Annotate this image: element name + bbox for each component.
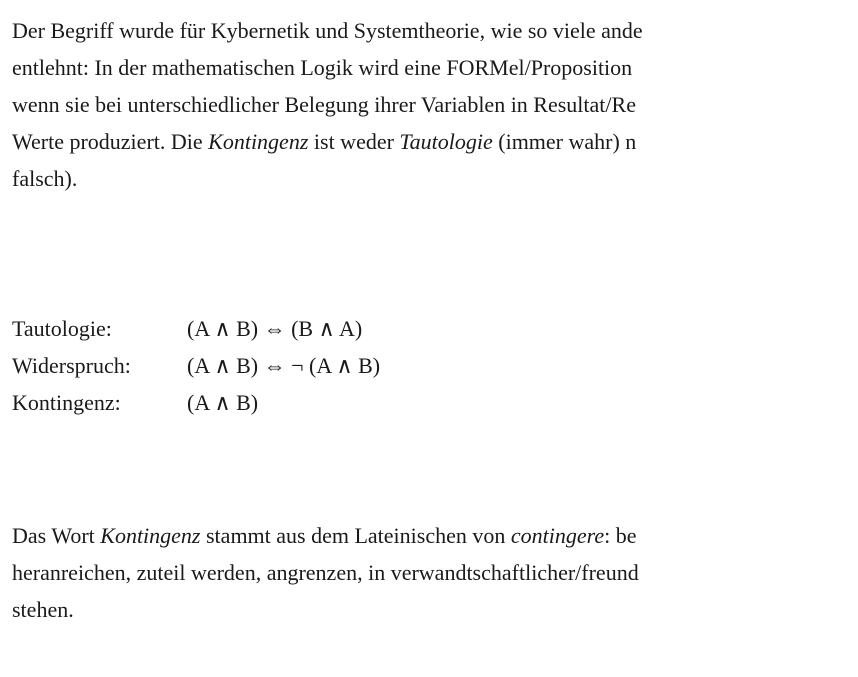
- term-kontingenz: Kontingenz: [208, 129, 309, 154]
- paragraph-etymology: [12, 517, 639, 628]
- text-line: [12, 123, 643, 160]
- logic-formula: (A ∧ B): [187, 390, 259, 415]
- logic-label: Widerspruch:: [12, 353, 131, 378]
- document-page: [12, 0, 858, 677]
- text-segment: Das Wort: [12, 523, 101, 548]
- text-segment: stammt aus dem Lateinischen von: [200, 523, 511, 548]
- term-tautologie: Tautologie: [399, 129, 493, 154]
- logic-examples: [12, 310, 380, 421]
- logic-row-kontingenz: [12, 384, 380, 421]
- logic-formula: (A ∧ B) ⇔ ¬ (A ∧ B): [187, 353, 381, 378]
- text-line: wenn sie bei unterschiedlicher Belegung ihrer Variablen in Resultat/Re: [12, 92, 636, 117]
- text-line: [12, 517, 639, 554]
- text-line: entlehnt: In der mathematischen Logik wird eine FORMel/Proposition: [12, 55, 633, 80]
- text-segment: : be: [604, 523, 637, 548]
- text-segment: (immer wahr) n: [492, 129, 637, 154]
- text-line: stehen.: [12, 597, 74, 622]
- logic-label: Kontingenz:: [12, 390, 121, 415]
- text-segment: Werte produziert. Die: [12, 129, 209, 154]
- term-kontingenz: Kontingenz: [100, 523, 201, 548]
- logic-row-tautologie: [12, 310, 380, 347]
- logic-label: Tautologie:: [12, 316, 112, 341]
- logic-row-widerspruch: [12, 347, 380, 384]
- paragraph-kontingenz-definition: [12, 12, 643, 197]
- text-line: falsch).: [12, 166, 78, 191]
- text-line: heranreichen, zuteil werden, angrenzen, in verwandtschaftlicher/freund: [12, 560, 639, 585]
- text-line: Der Begriff wurde für Kybernetik und Systemtheorie, wie so viele ande: [12, 18, 643, 43]
- text-segment: ist weder: [308, 129, 400, 154]
- term-contingere: contingere: [510, 523, 605, 548]
- logic-formula: (A ∧ B) ⇔ (B ∧ A): [187, 316, 363, 341]
